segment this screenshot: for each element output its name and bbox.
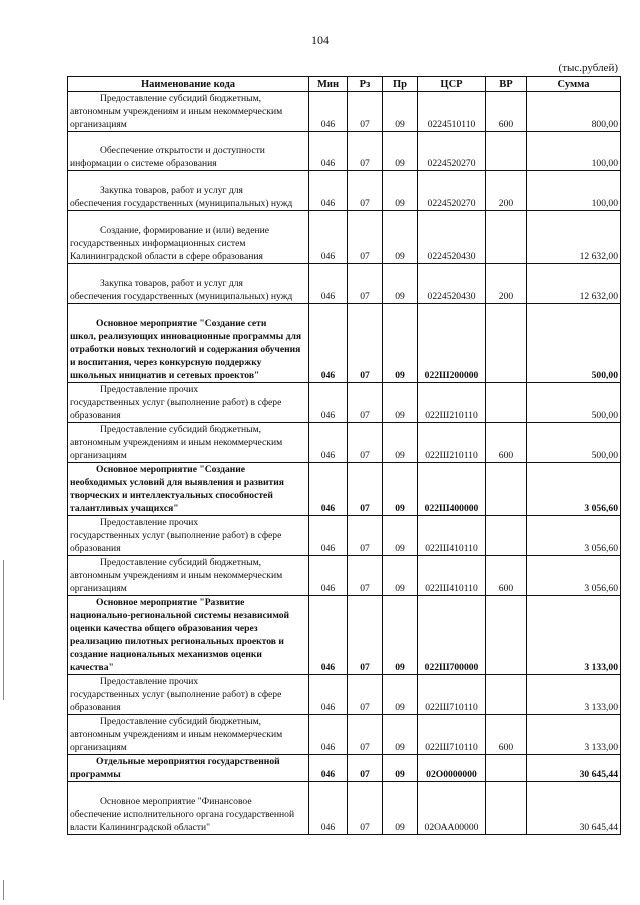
header-vr: ВР	[486, 77, 527, 92]
row-sum: 12 632,00	[527, 264, 621, 304]
row-name	[68, 755, 309, 782]
row-csr: 022Ш710110	[418, 675, 486, 715]
row-rz: 07	[348, 675, 383, 715]
row-rz: 07	[348, 171, 383, 211]
row-rz: 07	[348, 755, 383, 782]
row-name-first-line: Предоставление субсидий бюджетным,	[100, 93, 262, 104]
row-min: 046	[309, 304, 348, 383]
row-min: 046	[309, 264, 348, 304]
row-pr: 09	[383, 211, 418, 264]
row-pr: 09	[383, 755, 418, 782]
row-vr	[486, 596, 527, 675]
row-name	[68, 171, 309, 211]
table-row	[68, 423, 621, 463]
table-row	[68, 383, 621, 423]
row-name-rest: программы	[70, 769, 121, 780]
row-name	[68, 715, 309, 755]
row-rz: 07	[348, 132, 383, 171]
row-vr	[486, 132, 527, 171]
row-csr: 022Ш200000	[418, 304, 486, 383]
row-name-rest: автономным учреждениям и иным некоммерческим организациям	[70, 570, 283, 594]
row-rz: 07	[348, 596, 383, 675]
table-row	[68, 755, 621, 782]
row-min: 046	[309, 211, 348, 264]
row-name	[68, 516, 309, 556]
row-vr	[486, 782, 527, 835]
row-sum: 100,00	[527, 132, 621, 171]
row-name-first-line: Предоставление субсидий бюджетным,	[100, 557, 262, 568]
row-csr: 0224520430	[418, 211, 486, 264]
row-min: 046	[309, 92, 348, 132]
row-name-rest: обеспечения государственных (муниципальных) нужд	[70, 291, 293, 302]
row-vr	[486, 463, 527, 516]
table-header-row	[68, 77, 621, 92]
row-vr	[486, 675, 527, 715]
row-pr: 09	[383, 264, 418, 304]
row-name-first-line: Закупка товаров, работ и услуг для	[100, 278, 243, 289]
row-csr: 022Ш700000	[418, 596, 486, 675]
row-csr: 022Ш210110	[418, 383, 486, 423]
row-min: 046	[309, 171, 348, 211]
table-row	[68, 556, 621, 596]
row-rz: 07	[348, 304, 383, 383]
row-sum: 500,00	[527, 423, 621, 463]
row-name-first-line: Предоставление субсидий бюджетным,	[100, 716, 262, 727]
row-pr: 09	[383, 463, 418, 516]
row-rz: 07	[348, 463, 383, 516]
row-min: 046	[309, 516, 348, 556]
header-sum: Сумма	[527, 77, 621, 92]
row-min: 046	[309, 132, 348, 171]
row-rz: 07	[348, 556, 383, 596]
row-name-rest: обеспечение исполнительного органа государственной власти Калининградской области"	[70, 809, 295, 833]
table-row	[68, 304, 621, 383]
row-name	[68, 264, 309, 304]
row-name-rest: автономным учреждениям и иным некоммерческим организациям	[70, 106, 283, 130]
row-rz: 07	[348, 516, 383, 556]
row-min: 046	[309, 596, 348, 675]
row-pr: 09	[383, 556, 418, 596]
row-vr	[486, 516, 527, 556]
row-rz: 07	[348, 264, 383, 304]
row-vr: 600	[486, 715, 527, 755]
row-sum: 3 133,00	[527, 675, 621, 715]
row-vr: 600	[486, 423, 527, 463]
row-name	[68, 463, 309, 516]
row-rz: 07	[348, 383, 383, 423]
row-name-first-line: Предоставление прочих	[100, 517, 199, 528]
header-pr: Пр	[383, 77, 418, 92]
row-name-rest: государственных услуг (выполнение работ) в сфере образования	[70, 397, 282, 421]
row-name-first-line: Предоставление субсидий бюджетным,	[100, 424, 262, 435]
header-csr: ЦСР	[418, 77, 486, 92]
row-name-rest: школ, реализующих инновационные программы для отработки новых технологий и содержания обучения и воспитания, через конкурсную поддержку школьных инициатив и сетевых проектов"	[70, 331, 302, 381]
table-row	[68, 92, 621, 132]
row-rz: 07	[348, 211, 383, 264]
row-sum: 100,00	[527, 171, 621, 211]
row-name	[68, 383, 309, 423]
row-csr: 0224510110	[418, 92, 486, 132]
row-sum: 3 056,60	[527, 516, 621, 556]
row-name-rest: государственных информационных систем Калининградской области в сфере образования	[70, 238, 263, 262]
header-min: Мин	[309, 77, 348, 92]
row-name	[68, 211, 309, 264]
row-vr	[486, 304, 527, 383]
row-name-first-line: Основное мероприятие "Создание	[96, 464, 246, 475]
row-name	[68, 304, 309, 383]
row-csr: 02О0000000	[418, 755, 486, 782]
row-name-rest: необходимых условий для выявления и развития творческих и интеллектуальных способностей талантливых учащихся"	[70, 477, 284, 514]
row-min: 046	[309, 755, 348, 782]
row-name-first-line: Основное мероприятие "Создание сети	[96, 318, 267, 329]
row-name-rest: государственных услуг (выполнение работ) в сфере образования	[70, 530, 282, 554]
table-row	[68, 675, 621, 715]
row-min: 046	[309, 463, 348, 516]
row-sum: 500,00	[527, 304, 621, 383]
row-name-rest: информации о системе образования	[70, 158, 217, 169]
row-vr: 600	[486, 92, 527, 132]
row-rz: 07	[348, 715, 383, 755]
row-name-first-line: Закупка товаров, работ и услуг для	[100, 185, 243, 196]
row-name-first-line: Обеспечение открытости и доступности	[100, 145, 265, 156]
table-row	[68, 516, 621, 556]
table-row	[68, 782, 621, 835]
table-row	[68, 171, 621, 211]
row-pr: 09	[383, 715, 418, 755]
row-name-rest: обеспечения государственных (муниципальных) нужд	[70, 198, 293, 209]
row-name-first-line: Основное мероприятие "Развитие	[96, 597, 245, 608]
row-pr: 09	[383, 782, 418, 835]
margin-scan-mark	[3, 880, 4, 900]
row-min: 046	[309, 715, 348, 755]
row-csr: 0224520270	[418, 171, 486, 211]
row-name-first-line: Предоставление прочих	[100, 384, 199, 395]
table-row	[68, 211, 621, 264]
row-rz: 07	[348, 92, 383, 132]
row-name	[68, 423, 309, 463]
row-rz: 07	[348, 423, 383, 463]
row-pr: 09	[383, 171, 418, 211]
row-pr: 09	[383, 383, 418, 423]
row-sum: 30 645,44	[527, 755, 621, 782]
row-vr: 200	[486, 171, 527, 211]
row-csr: 02ОАА00000	[418, 782, 486, 835]
header-name: Наименование кода	[68, 77, 309, 92]
row-sum: 3 133,00	[527, 596, 621, 675]
table-row	[68, 715, 621, 755]
row-name-first-line: Основное мероприятие "Финансовое	[100, 796, 252, 807]
row-csr: 022Ш210110	[418, 423, 486, 463]
row-name-first-line: Создание, формирование и (или) ведение	[100, 225, 269, 236]
row-min: 046	[309, 675, 348, 715]
row-csr: 022Ш400000	[418, 463, 486, 516]
row-name-rest: автономным учреждениям и иным некоммерческим организациям	[70, 729, 283, 753]
row-pr: 09	[383, 92, 418, 132]
row-sum: 800,00	[527, 92, 621, 132]
row-name	[68, 556, 309, 596]
margin-scan-mark	[3, 560, 4, 700]
row-pr: 09	[383, 596, 418, 675]
header-rz: Рз	[348, 77, 383, 92]
row-vr	[486, 383, 527, 423]
row-name-first-line: Предоставление прочих	[100, 676, 199, 687]
row-name-rest: автономным учреждениям и иным некоммерческим организациям	[70, 437, 283, 461]
table-row	[68, 264, 621, 304]
row-name-rest: государственных услуг (выполнение работ) в сфере образования	[70, 689, 282, 713]
row-csr: 022Ш410110	[418, 556, 486, 596]
row-min: 046	[309, 556, 348, 596]
row-sum: 3 056,60	[527, 556, 621, 596]
row-name	[68, 92, 309, 132]
row-sum: 3 133,00	[527, 715, 621, 755]
row-csr: 022Ш410110	[418, 516, 486, 556]
row-rz: 07	[348, 782, 383, 835]
row-min: 046	[309, 383, 348, 423]
table-row	[68, 463, 621, 516]
units-label: (тыс.рублей)	[558, 62, 618, 74]
row-sum: 12 632,00	[527, 211, 621, 264]
table-row	[68, 596, 621, 675]
row-pr: 09	[383, 304, 418, 383]
row-vr	[486, 211, 527, 264]
page-number: 104	[311, 33, 329, 47]
row-min: 046	[309, 782, 348, 835]
row-name	[68, 675, 309, 715]
row-pr: 09	[383, 132, 418, 171]
row-name-first-line: Отдельные мероприятия государственной	[96, 756, 280, 767]
table-row	[68, 132, 621, 171]
row-sum: 30 645,44	[527, 782, 621, 835]
row-sum: 3 056,60	[527, 463, 621, 516]
row-pr: 09	[383, 675, 418, 715]
row-name	[68, 782, 309, 835]
row-csr: 022Ш710110	[418, 715, 486, 755]
row-pr: 09	[383, 423, 418, 463]
row-sum: 500,00	[527, 383, 621, 423]
row-vr	[486, 755, 527, 782]
row-name-rest: национально-региональной системы независимой оценки качества общего образования через реализацию пилотных региональных проектов и создание национальных механизмов оценки качества"	[70, 610, 290, 673]
row-name	[68, 132, 309, 171]
row-pr: 09	[383, 516, 418, 556]
row-csr: 0224520270	[418, 132, 486, 171]
row-name	[68, 596, 309, 675]
budget-table	[67, 76, 621, 835]
row-vr: 200	[486, 264, 527, 304]
row-csr: 0224520430	[418, 264, 486, 304]
row-vr: 600	[486, 556, 527, 596]
row-min: 046	[309, 423, 348, 463]
